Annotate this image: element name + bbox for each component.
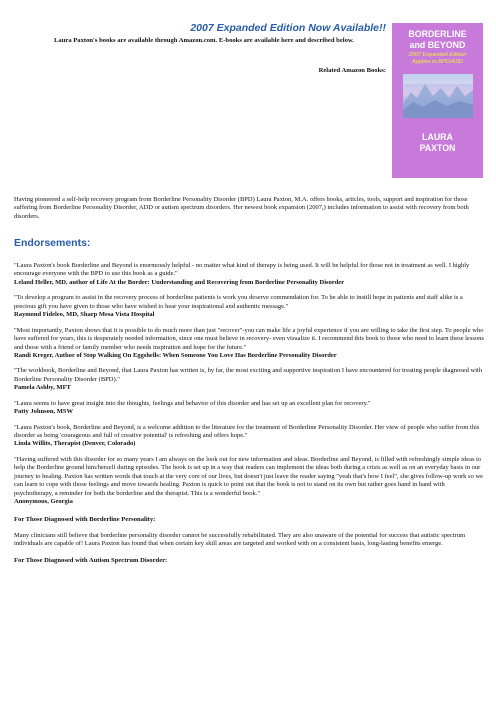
cover-author xyxy=(392,132,483,154)
endorsement-author: Anonymous, Georgia xyxy=(14,498,73,506)
endorsement-author: Linda Willits, Therapist (Denver, Colorado) xyxy=(14,440,136,448)
cover-title xyxy=(392,29,483,51)
endorsement-author: Patty Johnson, MSW xyxy=(14,408,74,416)
cover-subtitle xyxy=(392,52,483,66)
endorsement xyxy=(14,327,484,361)
cover-title-line-1: BORDERLINE xyxy=(408,29,467,39)
availability-note: Laura Paxton's books are available through Amazon.com. E-books are available here and described below. xyxy=(54,37,354,44)
asd-section-title: For Those Diagnosed with Autism Spectrum Disorder: xyxy=(14,557,168,565)
endorsement-author: Pamela Ashby, MFT xyxy=(14,384,71,392)
endorsement-quote: "The workbook, Borderline and Beyond, that Laura Paxton has written is, by far, the most exciting and supportive inspiration I have encountered for treating people diagnosed with Borderline Personality Disorder (BPD)." xyxy=(14,367,483,383)
bpd-section-title: For Those Diagnosed with Borderline Personality: xyxy=(14,515,156,523)
endorsement xyxy=(14,262,484,287)
endorsement xyxy=(14,456,484,507)
cover-landscape-art xyxy=(403,74,473,118)
cover-subtitle-line-2: Applies to BPD/ASD xyxy=(412,58,463,65)
endorsement-quote: "Laura Paxton's book Borderline and Beyond is enormously helpful - no matter what kind of therapy is being used. It will be helpful for those not in treatment as well. I highly encourage everyone with the BPD to use this book as a guide." xyxy=(14,262,470,278)
cover-title-line-2: and BEYOND xyxy=(409,39,466,50)
related-amazon-books-label: Related Amazon Books: xyxy=(318,67,386,74)
endorsements-list xyxy=(14,262,484,573)
cover-author-line-1: LAURA xyxy=(422,131,453,142)
endorsement xyxy=(14,424,484,449)
header xyxy=(14,22,386,45)
endorsement xyxy=(14,400,484,417)
cover-subtitle-line-1: 2007 Expanded Edition xyxy=(408,51,467,58)
bpd-section-body: Many clinicians still believe that borderline personality disorder cannot be successfully rehabilitated. They are also unaware of the potential for success that autistic spectrum individuals are capable of! Laura Paxton has found that when certain key skill areas are targeted and worked with on a consistent basis, long-lasting benefits emerge. xyxy=(14,531,466,547)
intro-paragraph: Having pioneered a self-help recovery program from Borderline Personality Disorder (BPD) Laura Paxton, M.A. offers books, articles, tools, support and inspiration for those suffering from Borderline Personality Disorder, ADD or autism spectrum disorders. Her newest book expansion (2007,) includes information to assist with recovery from both disorders. xyxy=(14,196,469,220)
endorsement-quote: "Laura seems to have great insight into the thoughts, feelings and behavior of this disorder and has set up an excellent plan for recovery." xyxy=(14,399,371,407)
endorsements-heading: Endorsements: xyxy=(14,237,91,249)
cover-author-line-2: PAXTON xyxy=(419,142,456,153)
endorsement-author: Raymond Fideleo, MD, Sharp Mesa Vista Hospital xyxy=(14,311,155,319)
endorsement-author: Randi Kreger, Author of Stop Walking On Eggshells: When Someone You Love Has Borderline Personality Disorder xyxy=(14,351,337,359)
book-cover-image[interactable] xyxy=(392,23,483,178)
endorsement-quote: "Laura Paxton's book, Borderline and Beyond, is a welcome addition to the literature for the treatment of Borderline Personality Disorder. Her view of people who suffer from this disorder as being 'courageous and full of creative potential' is refreshing and offers hope." xyxy=(14,423,480,439)
endorsement-author: Leland Heller, MD, author of Life At the Border: Understanding and Recovering from Borderline Personality Disorder xyxy=(14,278,345,286)
new-edition-headline: 2007 Expanded Edition Now Available!! xyxy=(190,22,386,34)
mountain-landscape-icon xyxy=(403,74,473,118)
endorsement-quote: "Having suffered with this disorder for so many years I am always on the look out for new information and ideas. Borderline and Beyond, is filled with refreshingly simple ideas to help the Borderline ground him/herself during episodes. The book is set up in a way that readers can implement the ideas both during a crisis as well as on an everyday basis in our journey to healing. Paxton has written words that touch at the very core of our lives, but doesn't just leave the reader saying "yeah that's how I feel", she gives follow-up work so we can learn to cope with those feelings and move towards healing. Paxton is quick to point out that the book is not to stand on its own but rather goes hand in hand with psychotherapy, a reminder for both the borderline and the therapist. This is a wonderful book." xyxy=(14,455,484,497)
endorsement-quote: "To develop a program to assist in the recovery process of borderline patients is work you deserve commendation for. To be able to instill hope in patients and staff alike is a precious gift you have given to those who have wished to hear your inspirational and authentic message." xyxy=(14,294,463,310)
endorsement xyxy=(14,367,484,392)
endorsement-quote: "Most importantly, Paxton shows that it is possible to do much more than just "recover"-you can make life a joyful experience if you are willing to take the first step. To people who have suffered for years, this is desperately needed information, since one must believe in recovery- even visualize it. I recommend this book to those who need to learn these lessons and those with a friend or family member who needs inspiration and hope for the future." xyxy=(14,326,484,351)
endorsement xyxy=(14,294,484,319)
